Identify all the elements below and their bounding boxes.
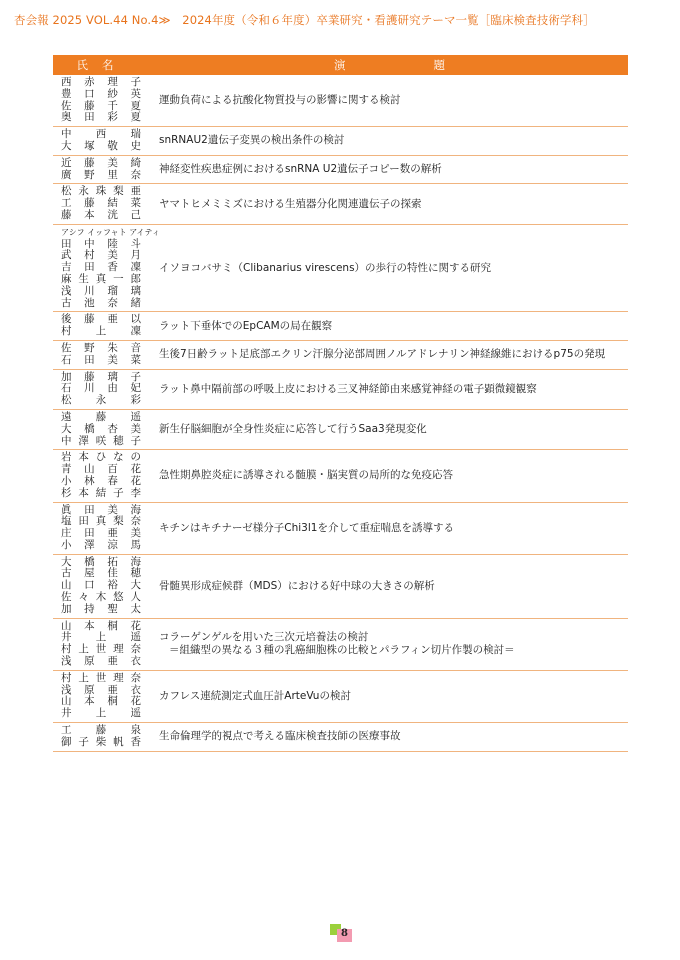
- presenter-name: 藤本洸己: [61, 208, 141, 221]
- presenter-name: 廣野里奈: [61, 168, 141, 181]
- title-text: カフレス連続測定式血圧計ArteVuの検討: [159, 689, 351, 702]
- table-row: [53, 155, 628, 184]
- presenter-names: [53, 127, 151, 156]
- presenter-name: 大橋拓海: [61, 555, 141, 568]
- table-row: [53, 723, 628, 752]
- title-text: 神経変性疾患症例におけるsnRNA U2遺伝子コピー数の解析: [159, 163, 442, 176]
- presentation-title: [151, 155, 628, 184]
- title-text: 新生仔脳細胞が全身性炎症に応答して行うSaa3発現変化: [159, 423, 427, 436]
- presenter-name: 浅原亜衣: [61, 683, 141, 696]
- presentation-title: [151, 340, 628, 369]
- presenter-name: 村上凜: [61, 325, 141, 338]
- presentation-title: [151, 670, 628, 722]
- presenter-name: 中西瑞: [61, 128, 141, 141]
- title-text: キチンはキチナーゼ様分子Chi3l1を介して重症喘息を誘導する: [159, 521, 454, 534]
- title-text: ラット鼻中隔前部の呼吸上皮における三叉神経節由来感覚神経の電子顕微鏡観察: [159, 382, 537, 395]
- presentation-title: [151, 502, 628, 554]
- presenter-name: 佐々木悠人: [61, 591, 141, 604]
- table-row: [53, 554, 628, 618]
- title-text: ヤマトヒメミミズにおける生殖器分化関連遺伝子の探索: [159, 197, 422, 210]
- table-row: [53, 224, 628, 312]
- title-text: コラーゲンゲルを用いた三次元培養法の検討: [159, 631, 369, 644]
- presenter-names: [53, 312, 151, 341]
- title-text: イソヨコバサミ（Clibanarius virescens）の歩行の特性に関する研究: [159, 261, 492, 274]
- presenter-names: [53, 723, 151, 752]
- presenter-name: 奥田彩夏: [61, 111, 141, 124]
- presenter-name: 山本桐花: [61, 695, 141, 708]
- presenter-name: 松永珠梨亜: [61, 185, 141, 198]
- presenter-name: 遠藤遥: [61, 410, 141, 423]
- presentation-title: [151, 723, 628, 752]
- presenter-name: アシフ イッフャト アイティ: [61, 227, 160, 237]
- column-header-name: 氏名: [53, 55, 151, 75]
- table-row: [53, 670, 628, 722]
- title-text: 運動負荷による抗酸化物質投与の影響に関する検討: [159, 94, 401, 107]
- presenter-name: 御子柴帆香: [61, 735, 141, 748]
- page-number: 8: [341, 928, 348, 939]
- presenter-name: 中澤咲穂子: [61, 434, 141, 447]
- presenter-name: 武村美月: [61, 249, 141, 262]
- presenter-names: [53, 224, 160, 312]
- presenter-name: 麻生真一郎: [61, 272, 141, 285]
- presenter-name: 加持聖太: [61, 602, 141, 615]
- presenter-name: 眞田美海: [61, 503, 141, 516]
- presenter-names: [53, 340, 151, 369]
- presenter-names: [53, 450, 151, 502]
- presenter-names: [53, 670, 151, 722]
- presenter-name: 古池奈緒: [61, 296, 141, 309]
- table-row: [53, 618, 628, 670]
- title-text: 急性期鼻腔炎症に誘導される髄膜・脳実質の局所的な免疫応答: [159, 469, 453, 482]
- presenter-names: [53, 409, 151, 449]
- presenter-name: 工藤結菜: [61, 197, 141, 210]
- presenter-name: 吉田香凜: [61, 261, 141, 274]
- presenter-name: 工藤泉: [61, 724, 141, 737]
- presenter-name: 小林春花: [61, 474, 141, 487]
- table-row: [53, 450, 628, 502]
- column-header-title: 演題: [151, 55, 628, 75]
- presenter-name: 小澤涼馬: [61, 538, 141, 551]
- theme-table: [53, 55, 628, 752]
- subtitle-text: ＝組織型の異なる３種の乳癌細胞株の比較とパラフィン切片作製の検討＝: [169, 644, 515, 657]
- page-number-badge: [330, 924, 352, 942]
- presenter-name: 後藤亜以: [61, 313, 141, 326]
- table-body: [53, 75, 628, 751]
- presentation-title: [151, 618, 628, 670]
- table-header-row: [53, 55, 628, 75]
- title-text: 生命倫理学的視点で考える臨床検査技師の医療事故: [159, 730, 401, 743]
- table-row: [53, 75, 628, 127]
- presenter-name: 山口裕大: [61, 579, 141, 592]
- table-row: [53, 340, 628, 369]
- presenter-name: 村上世理奈: [61, 643, 141, 656]
- presenter-name: 杉本結子李: [61, 486, 141, 499]
- presentation-title: [151, 409, 628, 449]
- table-row: [53, 184, 628, 224]
- presentation-title: [151, 554, 628, 618]
- presenter-names: [53, 75, 151, 127]
- presenter-name: 塩田真梨奈: [61, 515, 141, 528]
- presenter-names: [53, 155, 151, 184]
- presentation-title: [151, 224, 628, 312]
- presenter-names: [53, 369, 151, 409]
- table-row: [53, 369, 628, 409]
- presenter-name: 青山百花: [61, 463, 141, 476]
- presenter-name: 浅川瑠璃: [61, 284, 141, 297]
- presenter-name: 大橋杏美: [61, 422, 141, 435]
- presentation-title: [151, 369, 628, 409]
- presenter-name: 浅原亜衣: [61, 655, 141, 668]
- presenter-name: 山本桐花: [61, 619, 141, 632]
- table-row: [53, 502, 628, 554]
- presentation-title: [151, 127, 628, 156]
- presenter-name: 井上遥: [61, 707, 141, 720]
- presenter-names: [53, 554, 151, 618]
- presenter-name: 石田美菜: [61, 353, 141, 366]
- presenter-names: [53, 184, 151, 224]
- presenter-names: [53, 502, 151, 554]
- title-text: snRNAU2遺伝子変異の検出条件の検討: [159, 134, 345, 147]
- page-header: 杏会報 2025 VOL.44 No.4≫ 2024年度（令和６年度）卒業研究・看護研究テーマ一覧［臨床検査技術学科］: [14, 13, 595, 27]
- table-row: [53, 127, 628, 156]
- presenter-names: [53, 618, 151, 670]
- presenter-name: 西赤理子: [61, 76, 141, 88]
- presenter-name: 佐藤千夏: [61, 99, 141, 112]
- presentation-title: [151, 184, 628, 224]
- presentation-title: [151, 312, 628, 341]
- presenter-name: 田中陸斗: [61, 237, 141, 250]
- presenter-name: 佐野朱音: [61, 341, 141, 354]
- presenter-name: 松永彩: [61, 394, 141, 407]
- title-text: 生後7日齢ラット足底部エクリン汗腺分泌部周囲ノルアドレナリン神経線維におけるp75の発現: [159, 348, 606, 361]
- presenter-name: 豊口紗英: [61, 87, 141, 100]
- presenter-name: 古屋佳穂: [61, 567, 141, 580]
- title-text: ラット下垂体でのEpCAMの局在観察: [159, 319, 333, 332]
- presenter-name: 庄田亜美: [61, 527, 141, 540]
- presenter-name: 近藤美綺: [61, 156, 141, 169]
- table-row: [53, 312, 628, 341]
- presenter-name: 井上遥: [61, 631, 141, 644]
- presentation-title: [151, 450, 628, 502]
- presenter-name: 加藤璃子: [61, 370, 141, 383]
- presentation-title: [151, 75, 628, 127]
- title-text: 骨髄異形成症候群（MDS）における好中球の大きさの解析: [159, 579, 435, 592]
- presenter-name: 岩本ひなの: [61, 451, 141, 464]
- table-row: [53, 409, 628, 449]
- presenter-name: 石川由妃: [61, 382, 141, 395]
- presenter-name: 村上世理奈: [61, 671, 141, 684]
- presenter-name: 大塚敬史: [61, 139, 141, 152]
